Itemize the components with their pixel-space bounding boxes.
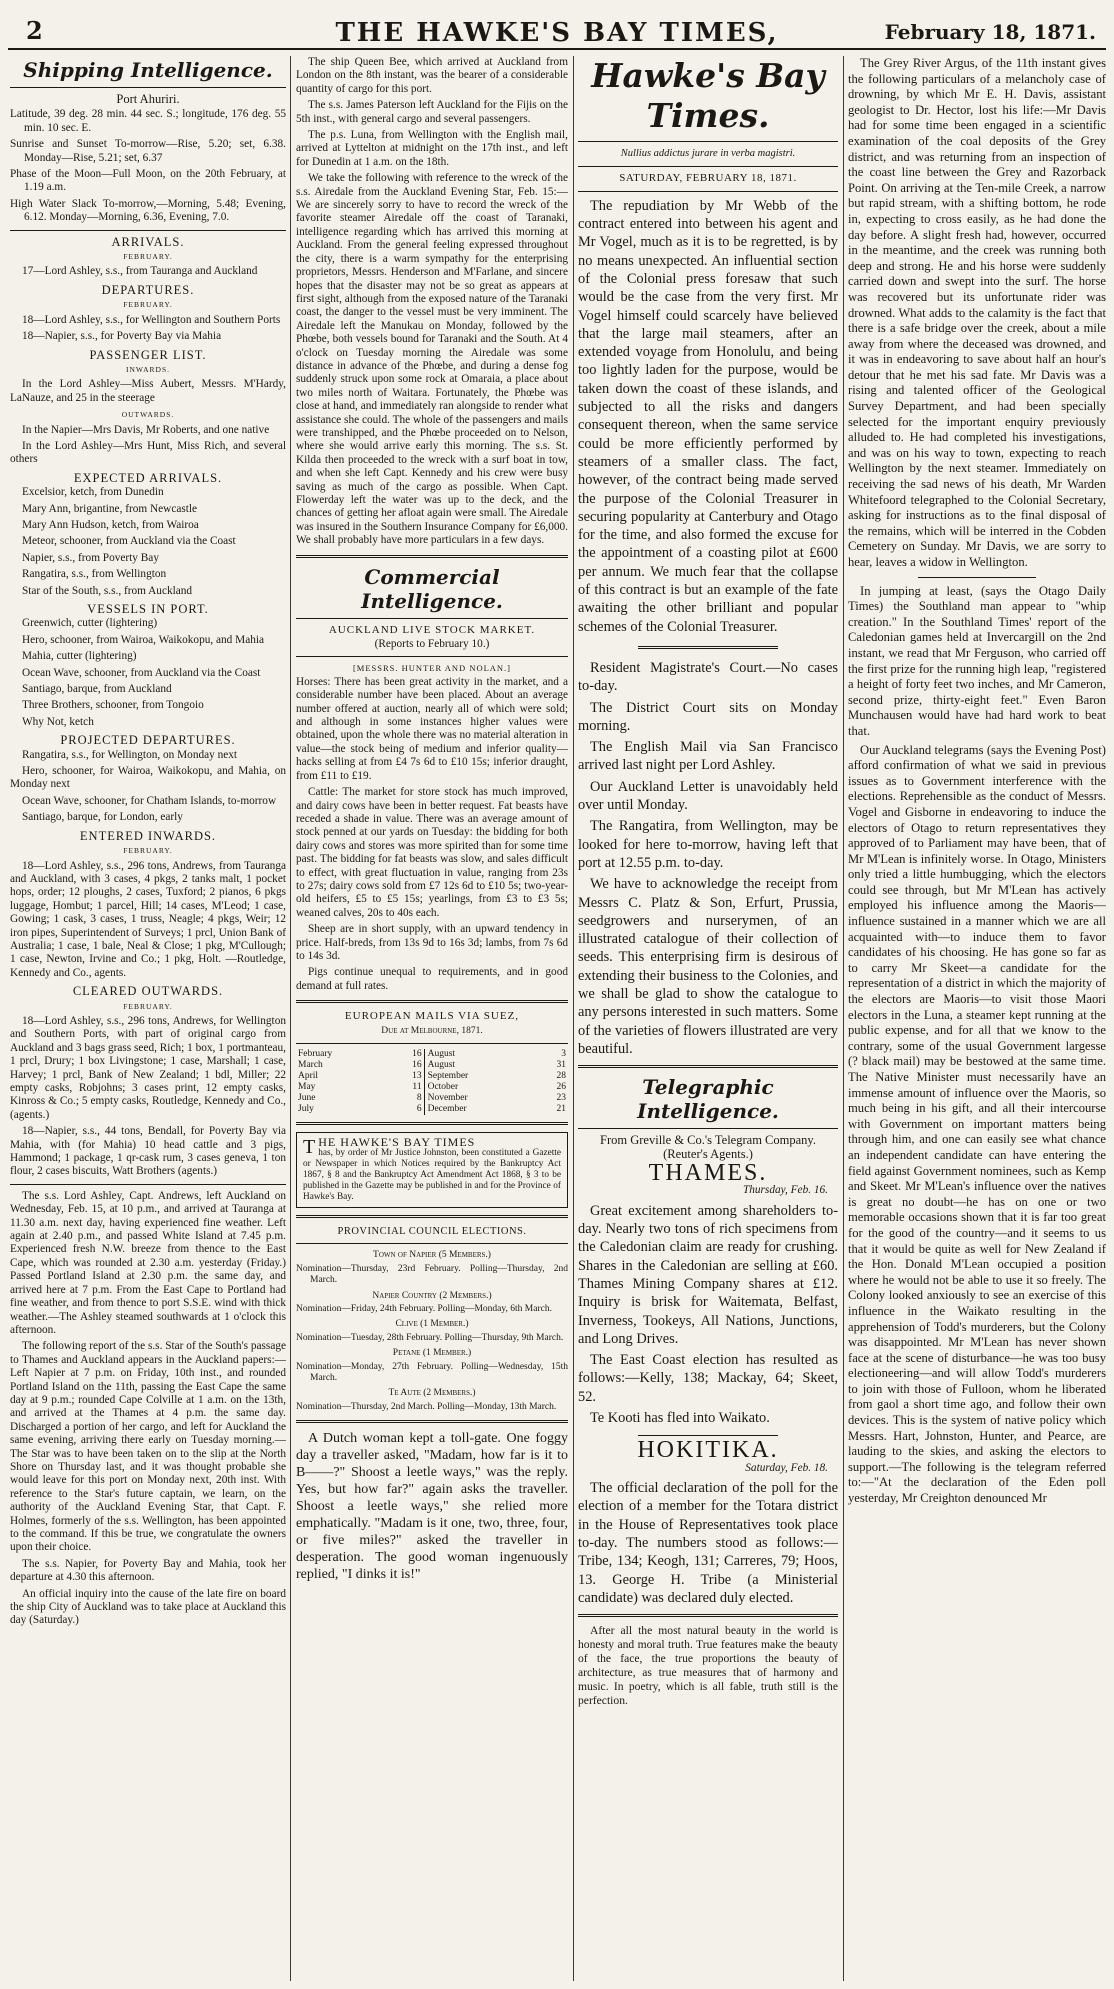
column-shipping [10, 56, 286, 1981]
mail-day: 26 [556, 1082, 566, 1092]
mail-month: October [427, 1082, 459, 1092]
election-district: Napier Country (2 Members.) [372, 1290, 492, 1301]
entered-heading: ENTERED INWARDS. [79, 828, 217, 843]
vessel-entry: Three Brothers, schooner, from Tongoio [22, 699, 204, 712]
sunrise: Sunrise and Sunset To-morrow—Rise, 5.20; set, 6.38. Monday—Rise, 5.21; set, 6.37 [10, 138, 286, 164]
shipping-paragraph: An official inquiry into the cause of the late fire on board the ship City of Auckland was to take place at Auckland this day (Saturday.) [10, 1587, 286, 1627]
issue-date: SATURDAY, FEBRUARY 18, 1871. [619, 172, 797, 185]
divider [638, 1435, 778, 1436]
notice-text: has, by order of Mr Justice Johnston, been constituted a Gazette or Newspaper in which Notices required by the Bankruptcy Act 1867, § 8 and the Bankruptcy Act Amendment Act 1868, § 3 to be published in the Gazette may be published in and for the Province of Hawke's Bay. [303, 1148, 561, 1202]
local-item: Resident Magistrate's Court.—No cases to-day. [578, 659, 838, 695]
passenger-inwards: In the Lord Ashley—Miss Aubert, Messrs. M'Hardy, LaNauze, and 25 in the steerage [10, 378, 286, 404]
mail-month: March [298, 1060, 323, 1070]
shipping-heading: Shipping Intelligence. [23, 58, 273, 82]
mails-row [296, 1071, 568, 1082]
outwards-label: OUTWARDS. [121, 410, 175, 420]
mail-day: 8 [416, 1093, 422, 1103]
vessel-entry: Why Not, ketch [22, 715, 94, 728]
mail-month: August [427, 1049, 456, 1059]
masthead-title: THE HAWKE'S BAY TIMES, [335, 18, 779, 48]
paper-motto: Nullius addictus jurare in verba magistri. [620, 148, 796, 159]
divider [578, 1128, 838, 1129]
moon-phase: Phase of the Moon—Full Moon, on the 20th February, at 1.19 a.m. [10, 168, 286, 194]
projected-heading: PROJECTED DEPARTURES. [60, 733, 236, 748]
news-paragraph: The s.s. James Paterson left Auckland for the Fijis on the 5th inst., with general cargo and several passengers. [296, 99, 568, 125]
paper-nameplate: Hawke's Bay Times. [591, 56, 825, 135]
election-district: Petane (1 Member.) [392, 1348, 472, 1359]
mails-row [296, 1082, 568, 1093]
expected-entry: Mary Ann Hudson, ketch, from Wairoa [22, 518, 199, 531]
telegrams-article: Our Auckland telegrams (says the Evening Post) afford confirmation of what we said in previous issues as to Government interference with the elections. Reprehensible as the conduct of Messrs. Vogel and Gisborne in endeavoring to induce the electors of Otago to return representatives they approved of to Parliament may have been, that of Mr M'Lean is infinitely worse. In Otago, Ministers only tried a little humbugging, which the electors could see through, but Mr M'Lean has actively employed his influence among the Maoris—influence sustained in a manner which we are all acquainted with—to induce them to favor candidates of his choosing. He has gone so far as to carry Mr Skeet—a candidate for the representation of a district in which the majority of the electors are Maoris—to visit those Maori electors in the Luna, a steamer kept running at the public expense, and for all that we know to the contrary, some of the usual Government largesse (? black mail) may be bestowed at the same time. The Native Minister must necessarily have an immense amount of influence over the Maoris, so much being in his gift, and all their intercourse with Government on important matters being through him, and one can easily see what chance an independent candidate can have entering the field against Government nominees, such as Kemp and Skeet. Mr M'Lean's influence over the natives is great no doubt—he has on one or two memorable occasions shown that it is far too great for the good of the country—and it seems to us that it would be quite as well for New Zealand if the Hon. Donald M'Lean occupied a position where he would not be able to use it so freely. The Colony looked anxiously to see an exercise of this influence in the Waikato resulting in the apprehension of Todd's murderers, but the Colony was disappointed. Mr M'Lean has never shown face at the scene of disturbance—he was too busy electioneering—and will allow Todd's murderers to join with those of Fulloon, whom he liberated from gaol a short time ago, and follow their own devices. This is the system of native policy which Messrs. Hart, Johnston, Hunter, and Pearce, are lauding to the skies, and asking the electors to support.—The following is the telegram referred to:—"At the declaration of the Eden poll yesterday, Mr Creighton denounced Mr [848, 742, 1106, 1506]
divider [296, 618, 568, 619]
market-heading: AUCKLAND LIVE STOCK MARKET. [328, 623, 536, 636]
passenger-outwards: In the Lord Ashley—Mrs Hunt, Miss Rich, and several others [10, 439, 286, 466]
passenger-outwards: In the Napier—Mrs Davis, Mr Roberts, and one native [22, 423, 270, 436]
drowning-article: The Grey River Argus, of the 11th instant gives the following particulars of a melancholy case of drowning, by which Mr E. H. Davis, assistant geologist to Dr. Hector, lost his life:—Mr Davis had for some time been engaged in a scientific examination of the coal deposits of the Grey district, and was returning from an inspection of the coast line between the Grey and Razorback Point. On arriving at the Ten-mile Creek, a narrow but rapid stream, with a shifting bottom, he rode in, expecting to cross easily, as he had done the day before. A slight fresh had, however, occurred in the meantime, and the creek was running both deep and strong. He and his horse were suddenly carried down and swept into the surf. The horse was recovered but its unfortunate rider was drowned. What adds to the calamity is the fact that there is a safe bridge over the creek, about a mile away from where the deceased was drowned, and it was in endeavoring to save about half an hour's detour that he met his sad fate. Mr Davis was a rising and talented officer of the Geological Survey Department, and had been specially selected for the important enquiry previously alluded to. He had completed his investigations, and was on his way to town, expecting to reach Wellington by the next steamer. Immediately on receiving the sad news of his death, Mr Warden Whitefoord telegraphed to the Colonial Secretary, asking for instructions as to the final disposal of the remains, which will be interred in the Cobden Cemetery on Sunday. Mr Davis, we are sorry to hear, leaves a widow in Wellington. [848, 56, 1106, 569]
gazette-notice [296, 1132, 568, 1208]
expected-entry: Star of the South, s.s., from Auckland [22, 584, 193, 597]
masthead [8, 10, 1106, 50]
departures-heading: DEPARTURES. [101, 282, 195, 297]
telegraphic-heading: Telegraphic Intelligence. [637, 1075, 779, 1124]
thames-item: Te Kooti has fled into Waikato. [590, 1410, 770, 1427]
projected-entry: Santiago, barque, for London, early [22, 811, 183, 824]
mail-day: 16 [412, 1049, 422, 1059]
airedale-wreck-article: We take the following with reference to the wreck of the s.s. Airedale from the Auckland Evening Star, Feb. 15:—We are sincerely sorry to have to record the wreck of the favorite steamer Airedale off the coast of Taranaki, intelligence regarding which has arrived this morning at Auckland. From the general feeling expressed throughout the city, there is a warm sympathy for the enterprising proprietors, Messrs. Henderson and M'Farlane, and sincere hopes that the disaster may not be so great as appears at first sight, although from the exposed nature of the Taranaki coast, the danger to the vessel must be very imminent. The Airedale left the Manukau on Monday, followed by the Phœbe, both vessels bound for Taranaki and the South. At 4 o'clock on Tuesday morning the Airedale was some distance in advance of the Phœbe, and during a dense fog suddenly struck upon some rock at Omaraia, a place about two miles north of Waitara. Fortunately, the Phœbe was close at hand, and immediately ran alongside to render what assistance she could. The whole of the passengers and mails were transhipped, and the Phœbe proceeded on to Nelson, where she would arrive early this morning. The s.s. St. Kilda then proceeded to the wreck with a surf boat in tow, and when she left Capt. Kennedy and his crew were busy saving as much of the cargo as possible. When Capt. Flowerday left the water was up to the deck, and the chances of getting her afloat again were small. The Airedale was insured in the Southern Insurance Company for £6,000. We shall probably have more particulars in a few days. [296, 172, 568, 547]
inwards-label: INWARDS. [125, 364, 171, 374]
local-item: The Rangatira, from Wellington, may be looked for here to-morrow, having left that port at 12.55 p.m. to-day. [578, 818, 838, 871]
column-commercial [296, 56, 568, 1981]
vessel-entry: Greenwich, cutter (lightering) [22, 617, 158, 630]
arrivals-month: FEBRUARY. [123, 252, 173, 262]
departure-entry: 18—Napier, s.s., for Poverty Bay via Mahia [22, 330, 222, 343]
cleared-month: FEBRUARY. [123, 1001, 173, 1011]
divider [10, 87, 286, 88]
dutch-woman-anecdote: A Dutch woman kept a toll-gate. One foggy day a traveller asked, "Madam, how far is it to B——?" Shoost a leetle ways," was the reply. Yes, but how far?" again asks the traveller. Shoost a leetle ways," she relied more emphatically. "Madam is it one, two, three, four, or five miles?" asked the traveller in desperation. The good woman ingenuously replied, "I dinks it is!" [296, 1431, 568, 1583]
hokitika-item: The official declaration of the poll for the election of a member for the Totara district in the House of Representatives took place to-day. The numbers stood as follows:—Tribe, 134; Keogh, 131; Carreres, 79; Hoos, 13. George H. Tribe (a Ministerial candidate) was declared duly elected. [578, 1480, 838, 1606]
divider [296, 656, 568, 657]
market-cattle: Cattle: The market for store stock has much improved, and dairy cows have been in better request. Fat beasts have receded a shade in value. There was an average amount of stock penned at our yards on Tuesday: the bidding for both dairy cows and stores was more spirited than for some time past. The bidding for fat beasts was slow, and sales difficult to effect, with great fluctuation in value, ranging from 23s to 27s; dairy cows sold from £7 12s 6d to £10 5s; two-year-old heifers, £5 to £5 15s; yearlings, from £3 to £3 5s; weaned calves, 20s to 40s each. [296, 786, 568, 919]
shipping-paragraph: The s.s. Napier, for Poverty Bay and Mahia, took her departure at 4.30 this afternoon. [10, 1557, 286, 1584]
election-dates: Nomination—Tuesday, 28th February. Polling—Thursday, 9th March. [296, 1332, 564, 1343]
shipping-paragraph: The following report of the s.s. Star of the South's passage to Thames and Auckland appears in the Auckland papers:—Left Napier at 7 p.m. on Friday, 10th inst., and rounded Portland Island on the 11th, passing the East Cape the same day at 9 p.m.; rounded Cape Colville at 1 a.m. on the 13th, and arrived at the Thames at 4 p.m. the same day. Discharged a portion of her cargo, and left for Auckland the same evening, arriving there early on Tuesday morning.—The Star was to have been taken on to the slip at the North Shore on Thursday last, and it was thought probable she would leave for this port on Monday next, 20th inst. With reference to the Star's future captain, we learn, on the authority of the Auckland Evening Star, that Capt. F. Holmes, formerly of the s.s. Wellington, has been appointed to the command. If this be true, we congratulate the owners upon their choice. [10, 1340, 286, 1554]
divider [578, 1065, 838, 1068]
shipping-paragraph: The s.s. Lord Ashley, Capt. Andrews, left Auckland on Wednesday, Feb. 15, at 10 p.m., and arrived at Tauranga at 11.30 a.m. next day, having experienced fine weather. Left again at 2.40 p.m., and passed White Island at 7.45 p.m. Experienced fresh N.W. breeze from thence to the East Cape, which was rounded at 2.30 a.m. yesterday (Friday.) Passed Portland Island at 2.30 p.m. the same day, and arrived here at 7 p.m. From the East Cape to Portland had fine weather, and from thence to port S.S.E. wind with thick weather.—The Ashley steamed southwards at 1 o'clock this afternoon. [10, 1189, 286, 1336]
election-dates: Nomination—Thursday, 2nd March. Polling—Monday, 13th March. [296, 1401, 557, 1412]
latitude: Latitude, 39 deg. 28 min. 44 sec. S.; longitude, 176 deg. 55 min. 10 sec. E. [10, 108, 286, 134]
projected-entry: Ocean Wave, schooner, for Chatham Islands, to-morrow [22, 794, 277, 807]
expected-entry: Excelsior, ketch, from Dunedin [22, 486, 164, 499]
election-district: Town of Napier (5 Members.) [373, 1250, 491, 1261]
commercial-heading: Commercial Intelligence. [361, 564, 503, 613]
vessel-entry: Hero, schooner, from Wairoa, Waikokopu, and Mahia [22, 633, 265, 646]
mail-month: November [427, 1093, 468, 1103]
divider [296, 1000, 568, 1003]
divider [578, 141, 838, 142]
mails-heading: EUROPEAN MAILS VIA SUEZ, [344, 1010, 520, 1023]
divider [296, 1243, 568, 1244]
expected-entry: Rangatira, s.s., from Wellington [22, 568, 167, 581]
market-reporters: [MESSRS. HUNTER AND NOLAN.] [352, 663, 512, 674]
column-rule [290, 56, 291, 1981]
mail-day: 6 [416, 1104, 422, 1114]
cleared-entry: 18—Napier, s.s., 44 tons, Bendall, for Poverty Bay via Mahia, with (for Mahia) 10 head cattle and 3 pigs, Hammond; 1 package, 1 qr-cask rum, 3 cases geneva, 1 ton flour, 2 cases biscuits, Watt Brothers (agents.) [10, 1125, 286, 1178]
passenger-heading: PASSENGER LIST. [89, 347, 207, 362]
mail-month: April [298, 1071, 319, 1081]
news-paragraph: The ship Queen Bee, which arrived at Auckland from London on the 8th instant, was the bearer of a considerable quantity of cargo for this port. [296, 56, 568, 95]
mails-table [296, 1049, 568, 1115]
mails-row [296, 1104, 568, 1115]
thames-date: Thursday, Feb. 16. [742, 1184, 828, 1197]
mail-day: 23 [556, 1093, 566, 1103]
divider [10, 1184, 286, 1185]
news-paragraph: The p.s. Luna, from Wellington with the English mail, arrived at Lyttelton at midnight on the 17th inst., and left for Dunedin at 1 a.m. on the 18th. [296, 129, 568, 168]
local-item: We have to acknowledge the receipt from Messrs C. Platz & Son, Erfurt, Prussia, seedgrowers and nurserymen, of an illustrated catalogue of their collection of seeds. This enterprising firm is desirous of extending their business to the Colonies, and we shall be glad to show the catalogue to any persons interested in such matters. Some of the varieties of flowers illustrated are very beautiful. [578, 876, 838, 1057]
divider [578, 191, 838, 192]
masthead-date: February 18, 1871. [884, 20, 1096, 44]
divider [296, 555, 568, 558]
mail-day: 31 [556, 1060, 566, 1070]
hokitika-date: Saturday, Feb. 18. [745, 1461, 828, 1474]
mail-day: 28 [556, 1071, 566, 1081]
election-district: Te Aute (2 Members.) [388, 1388, 476, 1399]
local-item: The District Court sits on Monday morning. [578, 699, 838, 734]
column-rule [573, 56, 574, 1981]
market-pigs: Pigs continue unequal to requirements, and in good demand at full rates. [296, 966, 568, 992]
thames-item: Great excitement among shareholders to-day. Nearly two tons of rich specimens from the Caledonian claim are ready for crushing. Shares in the Caledonian are selling at £60. Thames Mining Company shares at £12. Inquiry is brisk for Waitemata, Belfast, Inverness, Tookeys, All Nations, Junctions, and Long Drives. [578, 1202, 838, 1347]
divider [10, 230, 286, 231]
mail-month: May [298, 1082, 316, 1092]
column-rule [843, 56, 844, 1981]
election-dates: Nomination—Friday, 24th February. Polling—Monday, 6th March. [296, 1304, 552, 1315]
mails-row [296, 1049, 568, 1060]
mails-row [296, 1093, 568, 1104]
column-editorial [578, 56, 838, 1981]
local-item: Our Auckland Letter is unavoidably held over until Monday. [578, 778, 838, 814]
expected-entry: Mary Ann, brigantine, from Newcastle [22, 502, 198, 515]
departures-month: FEBRUARY. [123, 300, 173, 310]
mail-day: 16 [412, 1060, 422, 1070]
entered-entry: 18—Lord Ashley, s.s., 296 tons, Andrews, from Tauranga and Auckland, with 3 cases, 4 pkgs, 2 tanks malt, 1 pocket hops, order; 12 ploughs, 2 cases, Tuxford; 2 pianos, 6 pkgs luggage, Hombut; 1 parcel, Hill; 14 cases, M'Leod; 1 case, Gowing; 1 cask, 3 cases, 1 truss, Neagle; 4 pkgs, Weir; 12 iron pipes, Superintendent of Surveys; 1 prcl, Union Bank of Australia; 1 case, 1 bale, Neal & Close; 1 pkg, M'Cullough; 1 case, Newton, Irvine and Co.; 1 pkg, Holt. —Routledge, Kennedy and Co., agents. [10, 859, 286, 979]
entered-month: FEBRUARY. [123, 846, 173, 856]
cleared-heading: CLEARED OUTWARDS. [72, 984, 224, 999]
high-water: High Water Slack To-morrow,—Morning, 5.48; Evening, 6.12. Monday—Morning, 6.36, Evening, 7.0. [10, 197, 286, 224]
mail-month: July [298, 1104, 314, 1114]
mail-day: 11 [412, 1082, 422, 1092]
local-item: The English Mail via San Francisco arrived last night per Lord Ashley. [578, 739, 838, 774]
notice-initial: T [303, 1136, 316, 1158]
mail-day: 21 [556, 1104, 566, 1114]
arrivals-heading: ARRIVALS. [111, 234, 185, 249]
election-dates: Nomination—Thursday, 23rd February. Polling—Thursday, 2nd March. [296, 1263, 568, 1286]
projected-entry: Rangatira, s.s., for Wellington, on Monday next [22, 748, 238, 761]
projected-entry: Hero, schooner, for Wairoa, Waikokopu, and Mahia, on Monday next [10, 765, 286, 791]
divider [578, 166, 838, 167]
mail-month: June [298, 1093, 316, 1103]
vessel-entry: Santiago, barque, from Auckland [22, 683, 172, 696]
mail-month: August [427, 1060, 456, 1070]
market-subheading: (Reports to February 10.) [374, 638, 490, 651]
hokitika-heading: HOKITIKA. [637, 1437, 779, 1464]
telegraphic-source: From Greville & Co.'s Telegram Company. (Reuter's Agents.) [600, 1133, 816, 1161]
port-name: Port Ahuriri. [116, 92, 180, 106]
divider [578, 1614, 838, 1617]
jumping-article: In jumping at least, (says the Otago Daily Times) the Southland man appear to "whip creation." In the Southland Times' report of the Caledonian games held at Invercargill on the 2nd instant, we read that Mr Ferguson, who carried off the first prize for the running high leap, "registered a height of forty feet two inches, and Mr Cameron, second prize, thirty-eight feet." Even Baron Munchausen would have had hard work to beat that. [848, 583, 1106, 738]
divider [918, 577, 1036, 578]
election-district: Clive (1 Member.) [395, 1319, 469, 1330]
mails-subheading: Due at Melbourne, 1871. [381, 1025, 483, 1036]
mail-month: February [298, 1049, 333, 1059]
divider [296, 1215, 568, 1218]
thames-heading: THAMES. [648, 1159, 768, 1186]
divider [296, 1420, 568, 1423]
column-news [848, 56, 1106, 1981]
mail-day: 3 [561, 1049, 566, 1059]
notice-title: HE HAWKE'S BAY TIMES [318, 1135, 476, 1149]
vessels-heading: VESSELS IN PORT. [87, 602, 209, 616]
mail-month: December [427, 1104, 467, 1114]
leader-article: The repudiation by Mr Webb of the contract entered into between his agent and Mr Vogel, much as it is to be regretted, is by no means unexpected. An influential section of the Colonial press foresaw that such would be the case from the very first. Mr Vogel himself could scarcely have believed that the large mail steamers, after an extended voyage from Honolulu, and being too lightly laden for the purpose, would be taken down the coast of these islands, and subjected to all the risks and dangers consequent thereon, when the same service could be more efficiently performed by steamers of a smaller class. The fact, however, of the contract being made served the purpose of the Colonial Treasurer in securing popularity at Canterbury and Otago for the time, and also formed the excuse for the appointment of a coasting pilot at £600 per annum. We much fear that the collapse of this contract is but an example of the fate awaiting the other brilliant and popular schemes of the Colonial Treasurer. [578, 197, 838, 635]
election-dates: Nomination—Monday, 27th February. Polling—Wednesday, 15th March. [296, 1361, 568, 1384]
expected-entry: Napier, s.s., from Poverty Bay [22, 551, 159, 564]
page-number: 2 [26, 16, 43, 45]
vessel-entry: Mahia, cutter (lightering) [22, 650, 137, 663]
thames-item: The East Coast election has resulted as follows:—Kelly, 138; Mackay, 64; Skeet, 52. [578, 1352, 838, 1405]
departure-entry: 18—Lord Ashley, s.s., for Wellington and Southern Ports [22, 313, 281, 326]
divider [296, 1043, 568, 1044]
divider [296, 1122, 568, 1125]
beauty-paragraph: After all the most natural beauty in the world is honesty and moral truth. True features make the beauty of the face, the true proportions the beauty of architecture, as true measures that of harmony and music. In poetry, which is all fable, truth still is the perfection. [578, 1624, 838, 1708]
expected-heading: EXPECTED ARRIVALS. [73, 470, 223, 485]
arrival-entry: 17—Lord Ashley, s.s., from Tauranga and Auckland [22, 265, 258, 278]
vessel-entry: Ocean Wave, schooner, from Auckland via the Coast [22, 666, 261, 679]
cleared-entry: 18—Lord Ashley, s.s., 296 tons, Andrews, for Wellington and Southern Ports, with part of original cargo from Auckland and 3 bags grass seed, Rich; 1 box, 1 portmanteau, 1 prcl, Drury; 1 box Livingstone; 1 case, Marshall; 1 case, Harvey; 1 prcl, Bank of New Zealand; 1 bdl, Miller; 22 empty casks, Robjohns; 3 cases print, 12 empty casks, Kinross & Co.; 5 empty casks, Routledge, Kennedy and Co., (agents.) [10, 1014, 286, 1121]
divider [638, 646, 778, 649]
market-horses: Horses: There has been great activity in the market, and a considerable number have been placed. About an average number offered at auction, nearly all of which were sold; and although in some instances higher values were obtained, upon the whole there was no material alteration in value—the stock being of medium and inferior quality—hacks selling at from £4 7s 6d to £10 15s; inferior draught, from £11 to £19. [296, 675, 568, 782]
council-heading: PROVINCIAL COUNCIL ELECTIONS. [337, 1226, 527, 1237]
mails-row [296, 1060, 568, 1071]
expected-entry: Meteor, schooner, from Auckland via the Coast [22, 535, 236, 548]
mail-month: September [427, 1071, 469, 1081]
market-sheep: Sheep are in short supply, with an upward tendency in price. Half-breds, from 13s 9d to 16s 3d; lambs, from 7s 6d to 14s 3d. [296, 923, 568, 962]
mail-day: 13 [412, 1071, 422, 1081]
